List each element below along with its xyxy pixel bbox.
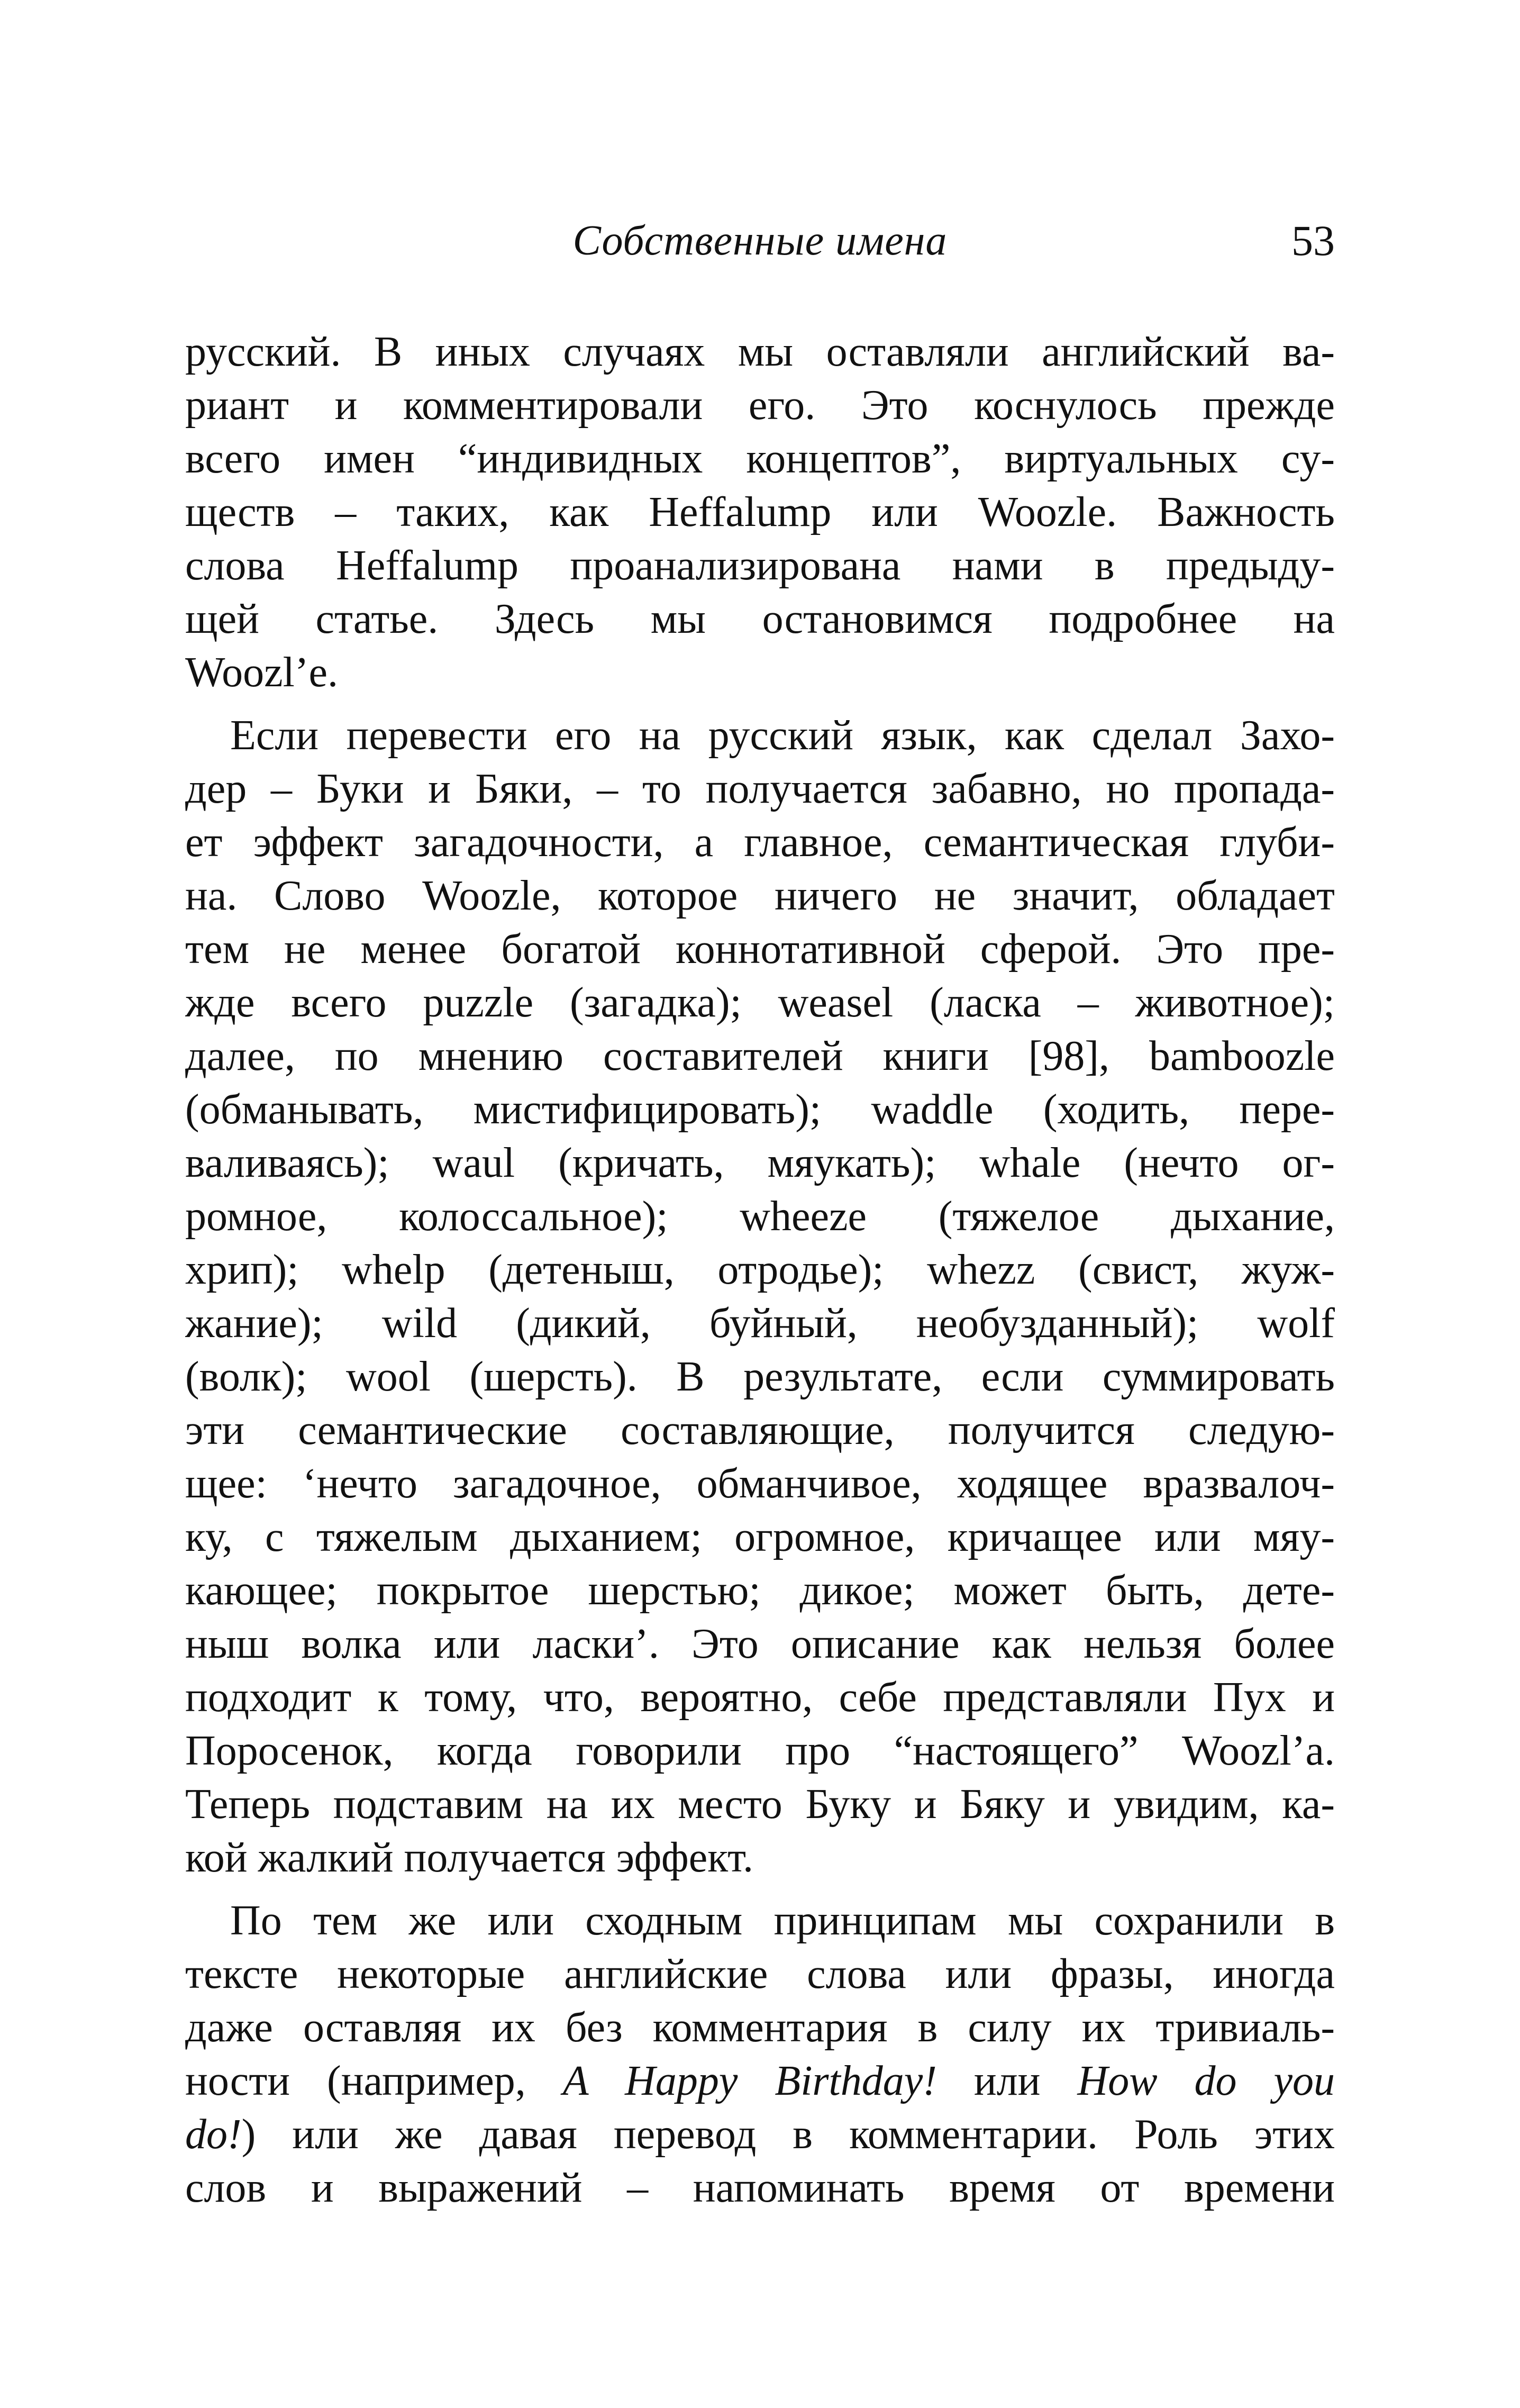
paragraph-gap [185,699,1335,709]
text-line: (обманывать, мистифицировать); waddle (ходить, пере- [185,1086,1335,1133]
paragraph-3 [185,1894,1335,2215]
text-line: на. Слово Woozle, которое ничего не значит, обладает [185,873,1335,919]
text-line: кающее; покрытое шерстью; дикое; может быть, дете- [185,1567,1335,1614]
text-line: Теперь подставим на их место Буку и Бяку и увидим, ка- [185,1781,1335,1828]
text-line: ет эффект загадочности, а главное, семантическая глуби- [185,819,1335,866]
italic-phrase: A Happy Birthday! [562,2058,937,2104]
text-line: тем не менее богатой коннотативной сферой. Это пре- [185,926,1335,973]
text-line-mixed [185,2108,1335,2161]
text-line: валиваясь); waul (кричать, мяукать); whale (нечто ог- [185,1140,1335,1186]
running-head [185,209,1335,272]
paragraph-1 [185,325,1335,699]
text-line: жание); wild (дикий, буйный, необузданный); wolf [185,1300,1335,1347]
text-line: риант и комментировали его. Это коснулось прежде [185,382,1335,429]
text-line: ку, с тяжелым дыханием; огромное, кричащее или мяу- [185,1514,1335,1560]
text-line: щее: ‘нечто загадочное, обманчивое, ходящее вразвалоч- [185,1460,1335,1507]
italic-phrase: do! [185,2111,242,2158]
body-text [185,325,1335,2215]
text-line: тексте некоторые английские слова или фразы, иногда [185,1951,1335,1997]
text-run: ности (например, [185,2058,563,2104]
text-line: (волк); wool (шерсть). В результате, если суммировать [185,1353,1335,1400]
text-line: дер – Буки и Бяки, – то получается забавно, но пропада- [185,766,1335,812]
text-line: Если перевести его на русский язык, как сделал Захо- [230,712,1335,759]
paragraph-2 [185,709,1335,1885]
text-line: эти семантические составляющие, получится следую- [185,1407,1335,1453]
text-line: русский. В иных случаях мы оставляли английский ва- [185,329,1335,375]
text-run: или [936,2058,1078,2104]
text-line: Woozl’e. [185,649,338,696]
running-title: Собственные имена [572,217,948,264]
text-line: Поросенок, когда говорили про “настоящего” Woozl’a. [185,1728,1335,1774]
text-line: щей статье. Здесь мы остановимся подробнее на [185,596,1335,642]
text-line: ныш волка или ласки’. Это описание как нельзя более [185,1621,1335,1667]
italic-phrase: How do you [1077,2058,1335,2104]
text-line: По тем же или сходным принципам мы сохранили в [230,1897,1335,1944]
text-line: даже оставляя их без комментария в силу их тривиаль- [185,2004,1335,2051]
text-line: слова Heffalump проанализирована нами в предыду- [185,542,1335,589]
paragraph-gap [185,1885,1335,1894]
text-line: всего имен “индивидных концептов”, виртуальных су- [185,435,1335,482]
text-line: ромное, колоссальное); wheeze (тяжелое дыхание, [185,1193,1335,1240]
text-line: кой жалкий получается эффект. [185,1834,754,1881]
text-line: слов и выражений – напоминать время от времени [185,2165,1335,2211]
text-line: далее, по мнению составителей книги [98], bamboozle [185,1033,1335,1079]
text-run: ) или же давая перевод в комментарии. Роль этих [241,2111,1335,2158]
text-line: подходит к тому, что, вероятно, себе представляли Пух и [185,1674,1335,1721]
text-line-mixed [185,2055,1335,2108]
text-line: хрип); whelp (детеныш, отродье); whezz (свист, жуж- [185,1247,1335,1293]
text-line: жде всего puzzle (загадка); weasel (ласка – животное); [185,979,1335,1026]
page-number: 53 [1291,216,1335,265]
text-line: ществ – таких, как Heffalump или Woozle. Важность [185,489,1335,535]
